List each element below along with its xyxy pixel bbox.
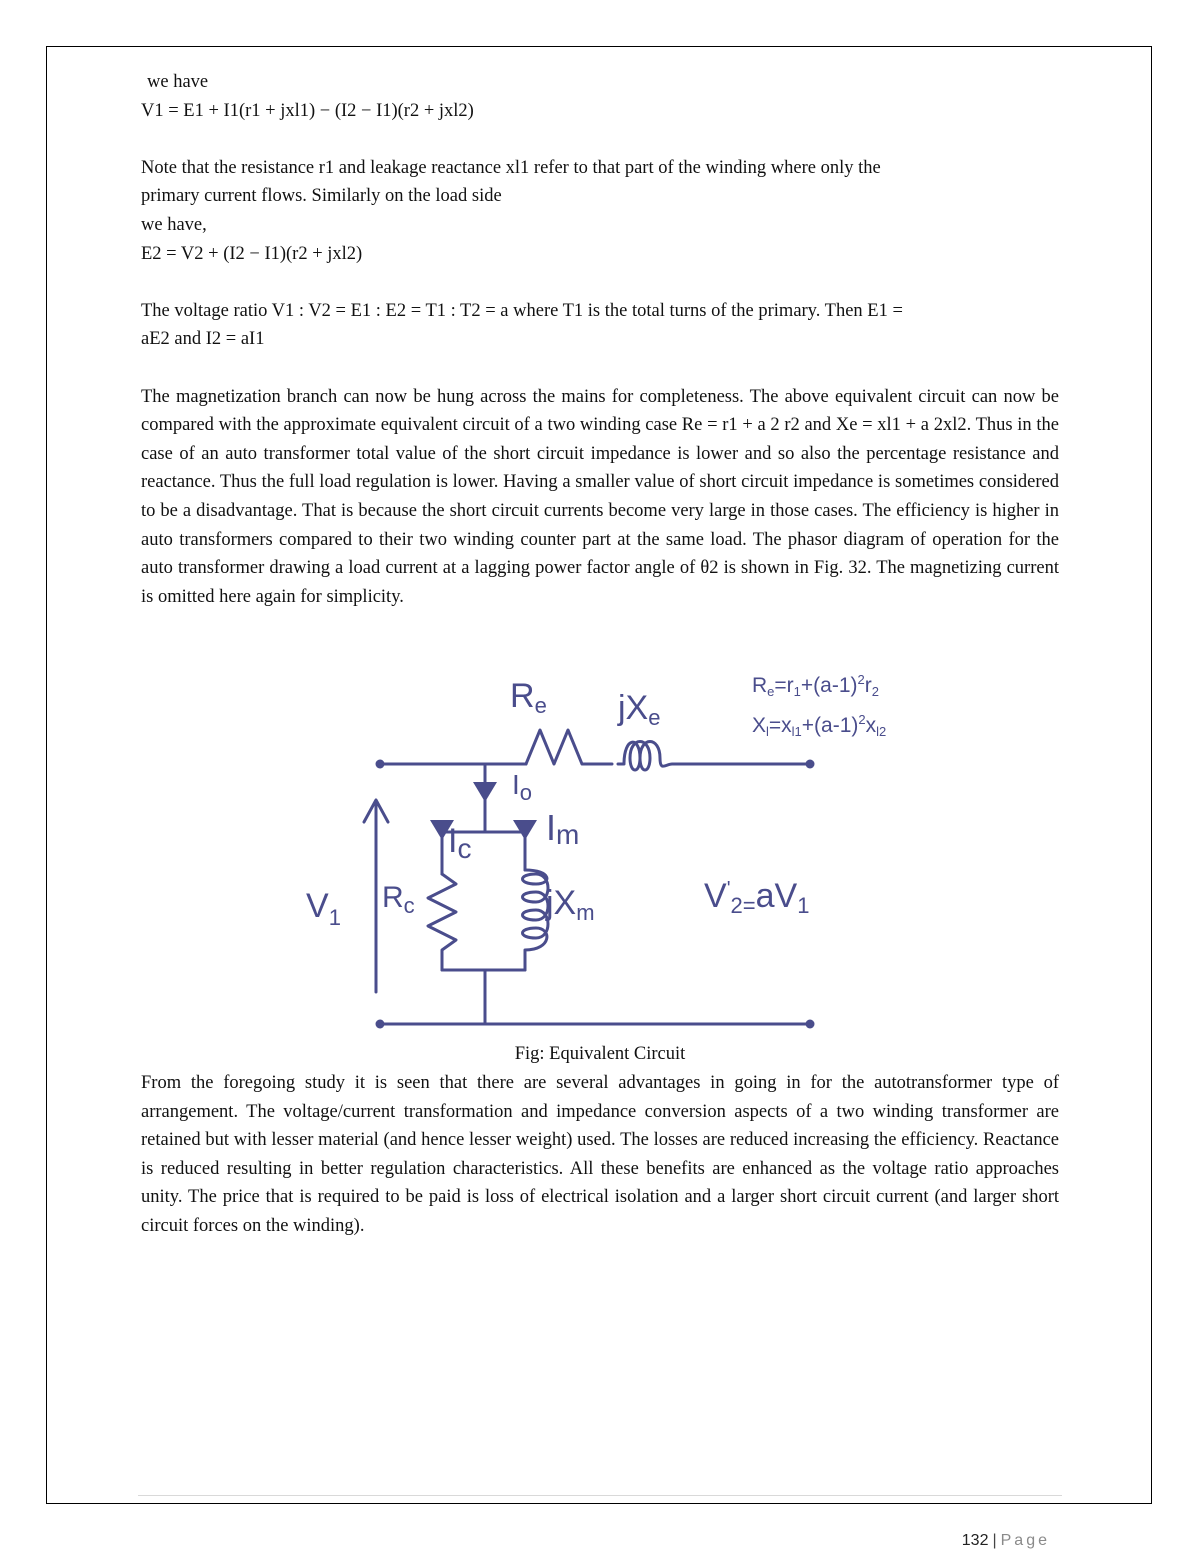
inductor-xe <box>618 742 810 771</box>
rc-label: $R_c$ <box>382 881 415 918</box>
circuit-diagram <box>300 662 920 1034</box>
we-have-line: we have <box>147 72 209 92</box>
advantages-paragraph: From the foregoing study it is seen that there are several advantages in going in for the autotransformer type of arrangement. The voltage/current transformation and impedance conversion aspects of a two winding transformer are retained but with lesser material (and hence lesser weight) used. The losses are reduced increasing the efficiency. Reactance is reduced resulting in better regulation characteristics. All these benefits are enhanced as the voltage ratio approaches unity. The price that is required to be paid is loss of electrical isolation and a larger short circuit current (and larger short circuit forces on the winding). <box>141 1073 1059 1236</box>
terminal-top-right <box>806 760 815 769</box>
footer-separator: | <box>992 1532 997 1549</box>
ic-label: Ic <box>448 822 472 864</box>
terminal-top-left <box>376 760 385 769</box>
equivalent-circuit-figure <box>300 662 920 1034</box>
io-arrow-head <box>473 782 497 802</box>
figure-caption: Fig: Equivalent Circuit <box>514 1044 686 1064</box>
re-label: Re <box>510 677 547 718</box>
v2-label: $V'_{2=}aV1$ <box>704 877 810 918</box>
magnetization-paragraph: The magnetization branch can now be hung across the mains for completeness. The above equivalent circuit can now be compared with the approximate equivalent circuit of a two winding case Re = r1 + a 2 r2 and Xe = xl1 + a 2xl2. Thus in the case of an auto transformer total value of the short circuit impedance is lower and so also the percentage resistance and reactance. Thus the full load regulation is lower. Having a smaller value of short circuit impedance is sometimes considered to be a disadvantage. That is because the short circuit currents become very large in those cases. The efficiency is higher in auto transformers compared to their two winding counter part at the same load. The phasor diagram of operation for the auto transformer drawing a load current at a lagging power factor angle of θ2 is shown in Fig. 32. The magnetizing current is omitted here again for simplicity. <box>141 386 1059 607</box>
equation-e2: E2 = V2 + (I2 − I1)(r2 + jxl2) <box>141 243 363 264</box>
note-line-1: Note that the resistance r1 and leakage reactance xl1 refer to that part of the winding where only the <box>141 157 881 178</box>
terminal-bottom-right <box>806 1020 815 1029</box>
jxe-label: jXe <box>618 689 661 730</box>
resistor-re <box>526 730 612 764</box>
inductor-xm <box>523 870 549 970</box>
io-label: $I_o$ <box>512 769 533 805</box>
equation-v1: V1 = E1 + I1(r1 + jxl1) − (I2 − I1)(r2 + jxl2) <box>141 100 474 121</box>
formula-xl: $Xl=xl1+(a-1)^2xl2$ <box>752 712 887 739</box>
ratio-line-2: aE2 and I2 = aI1 <box>141 329 265 350</box>
top-text-block <box>141 68 1059 611</box>
im-label: Im <box>546 807 580 850</box>
v1-label: $V_1$ <box>306 887 341 930</box>
resistor-rc <box>428 874 456 970</box>
ratio-line-1: The voltage ratio V1 : V2 = E1 : E2 = T1 : T2 = a where T1 is the total turns of the primary. Then E1 = <box>141 300 903 321</box>
page-word: Page <box>1000 1532 1050 1549</box>
advantages-block <box>141 1069 1059 1241</box>
terminal-bottom-left <box>376 1020 385 1029</box>
formula-re: $Re=r1+(a-1)^2r2$ <box>752 672 879 699</box>
jxm-label: jXm <box>546 884 595 925</box>
page-number: 132 <box>961 1532 989 1549</box>
page-footer <box>962 1532 1050 1550</box>
footer-rule <box>138 1495 1062 1496</box>
im-arrow-head <box>513 820 537 840</box>
we-have-line-2: we have, <box>141 214 207 235</box>
note-line-2: primary current flows. Similarly on the load side <box>141 186 502 207</box>
